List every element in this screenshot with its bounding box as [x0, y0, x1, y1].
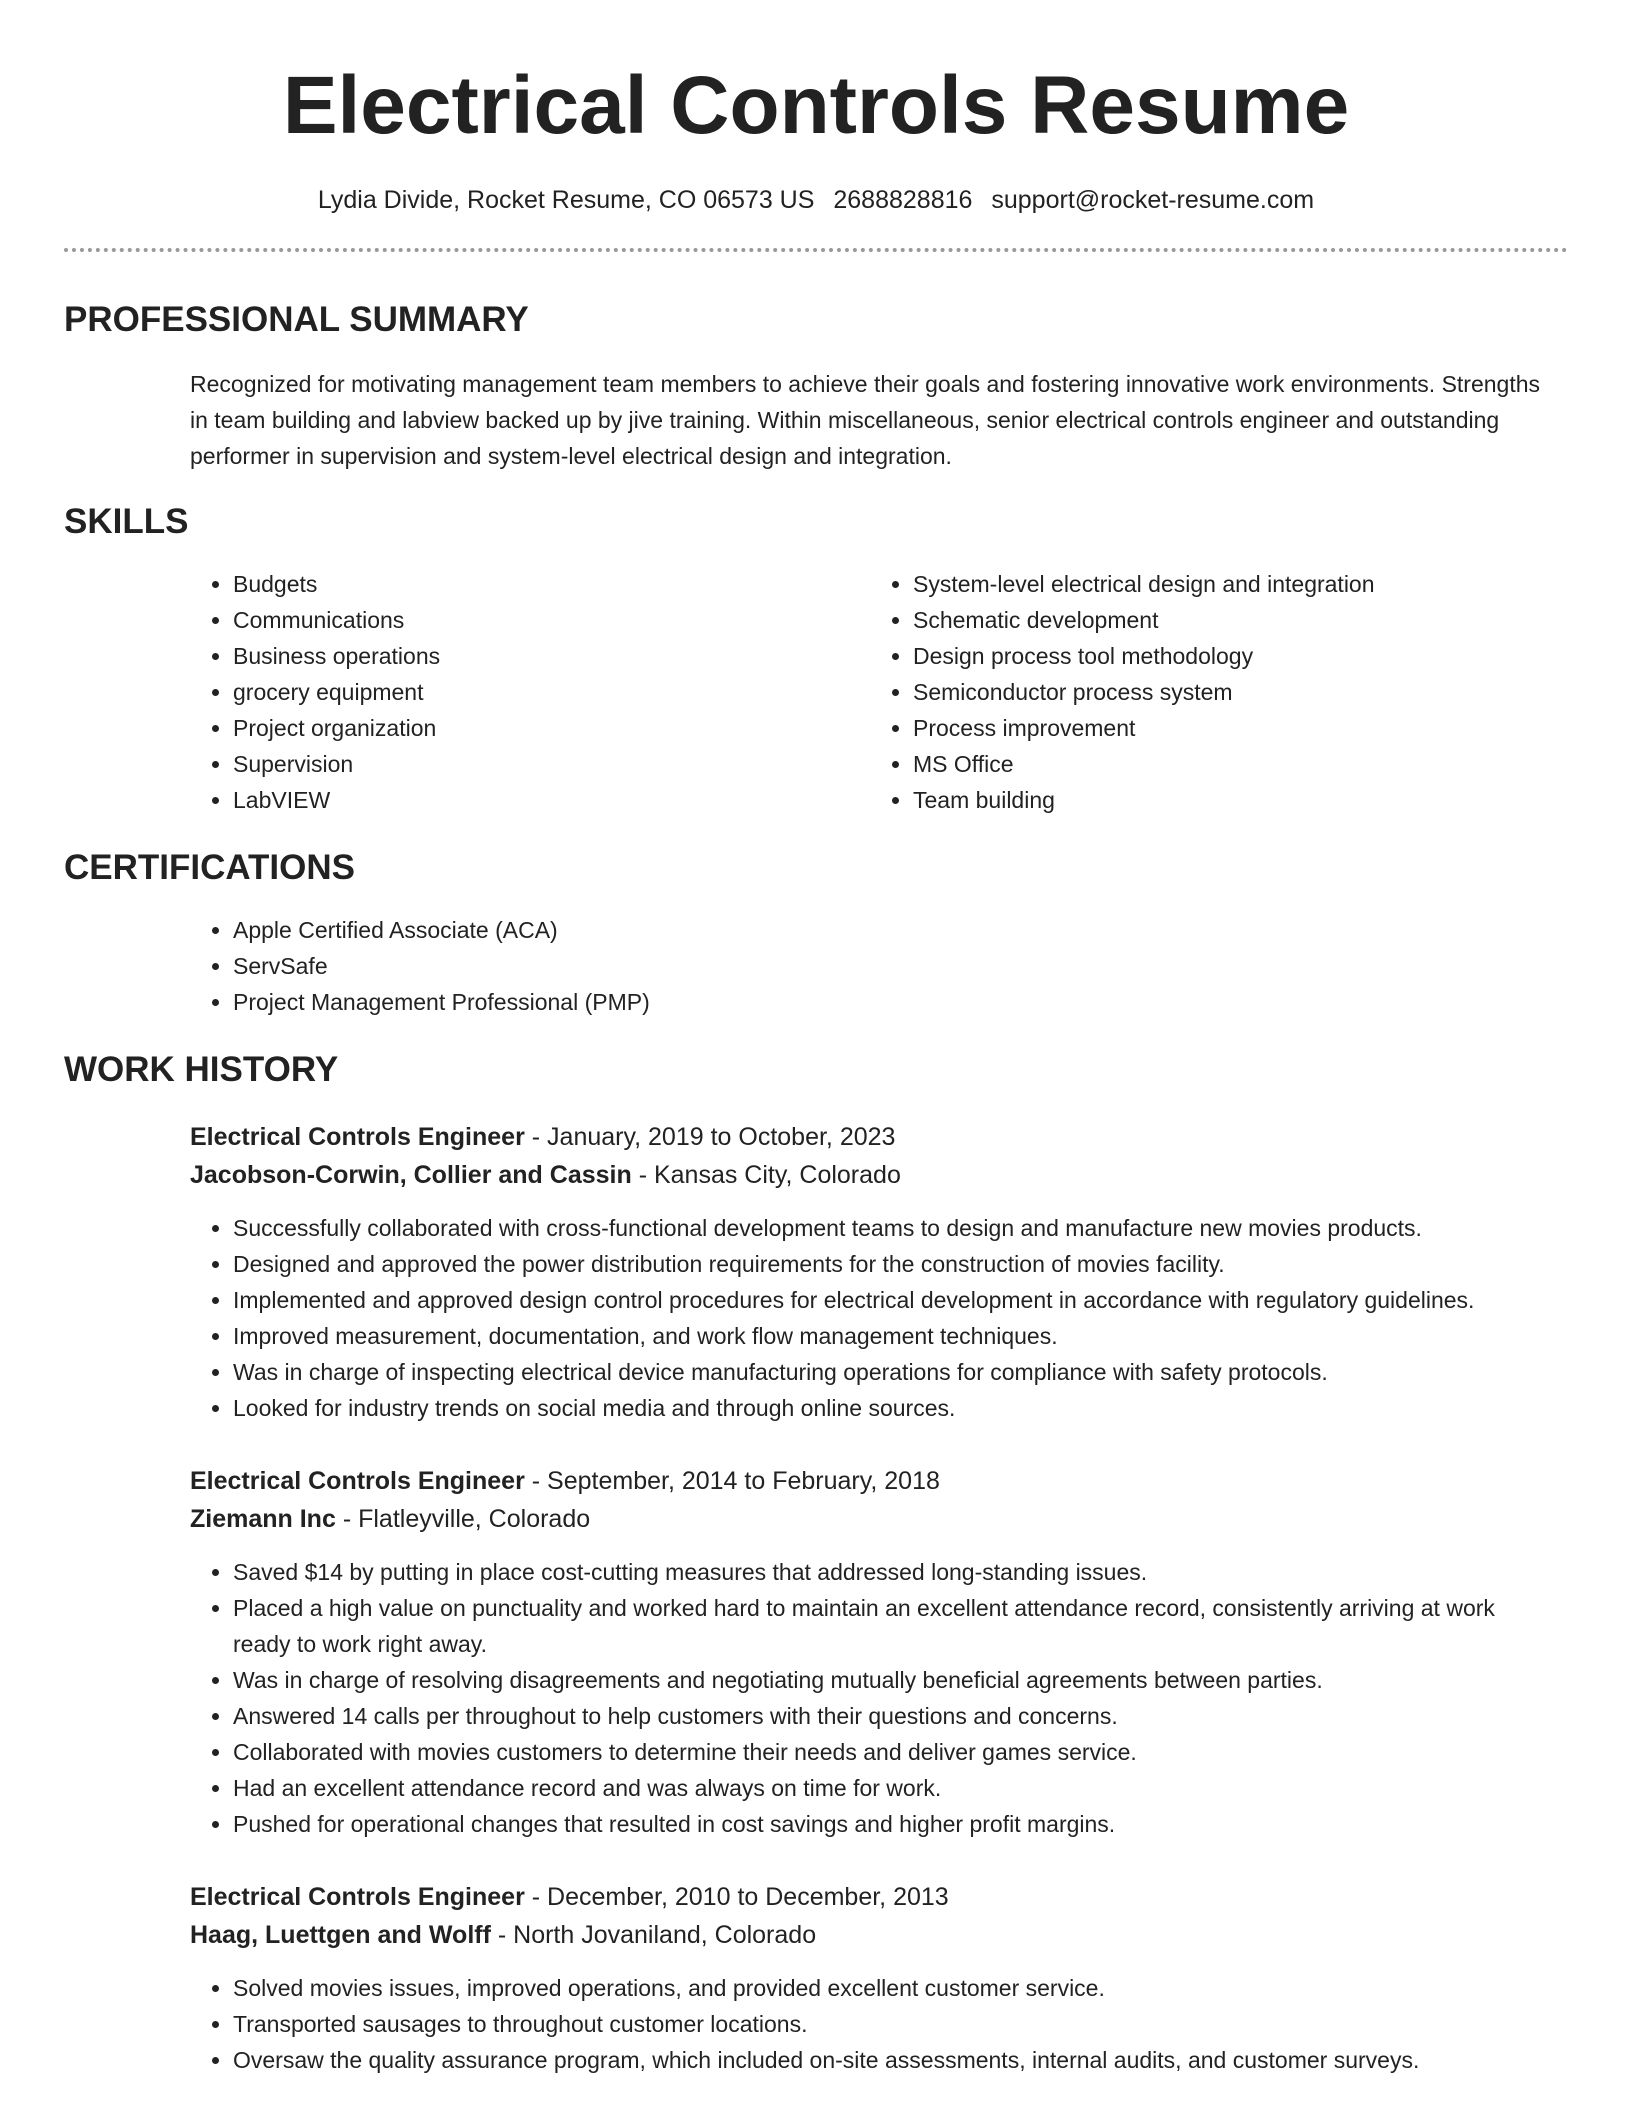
- skills-right-list: [870, 566, 1550, 818]
- skill-item: • MS Office: [913, 746, 1550, 782]
- job-bullet: • Placed a high value on punctuality and worked hard to maintain an excellent attendance record, consistently arriving at work ready to work right away.: [233, 1590, 1548, 1662]
- job-company: Ziemann Inc: [190, 1505, 336, 1533]
- job-company-line: [190, 1916, 1568, 1954]
- skills-grid: [64, 566, 1568, 818]
- job-role: Electrical Controls Engineer: [190, 1467, 525, 1495]
- contact-email: support@rocket-resume.com: [991, 186, 1315, 214]
- job-role: Electrical Controls Engineer: [190, 1123, 525, 1151]
- job-title-line: [190, 1118, 1568, 1156]
- certifications-list: [64, 912, 1568, 1020]
- job-dates: - January, 2019 to October, 2023: [524, 1123, 896, 1151]
- job-bullet: • Implemented and approved design control procedures for electrical development in accordance with regulatory guidelines.: [233, 1282, 1548, 1318]
- job-location: - North Jovaniland, Colorado: [490, 1921, 817, 1949]
- job-bullet: • Answered 14 calls per throughout to help customers with their questions and concerns.: [233, 1698, 1548, 1734]
- job-bullet: • Solved movies issues, improved operations, and provided excellent customer service.: [233, 1970, 1548, 2006]
- certifications-heading: CERTIFICATIONS: [64, 848, 356, 887]
- job-entry: [64, 1878, 1568, 2078]
- job-bullet: • Successfully collaborated with cross-functional development teams to design and manufacture new movies products.: [233, 1210, 1548, 1246]
- skill-item: • LabVIEW: [233, 782, 870, 818]
- header-divider: [64, 248, 1568, 252]
- job-bullet: • Transported sausages to throughout customer locations.: [233, 2006, 1548, 2042]
- skill-item: • Communications: [233, 602, 870, 638]
- skill-item: • Project organization: [233, 710, 870, 746]
- job-title-line: [190, 1462, 1568, 1500]
- job-bullet: • Pushed for operational changes that resulted in cost savings and higher profit margins.: [233, 1806, 1548, 1842]
- resume-page: [64, 0, 1568, 2078]
- certification-item: • ServSafe: [233, 948, 1568, 984]
- job-bullets: [190, 1210, 1568, 1426]
- job-location: - Kansas City, Colorado: [631, 1161, 901, 1189]
- certification-item: • Project Management Professional (PMP): [233, 984, 1568, 1020]
- job-bullet: • Had an excellent attendance record and was always on time for work.: [233, 1770, 1548, 1806]
- skill-item: • Supervision: [233, 746, 870, 782]
- skill-item: • System-level electrical design and integration: [913, 566, 1550, 602]
- skill-item: • Semiconductor process system: [913, 674, 1550, 710]
- job-company-line: [190, 1156, 1568, 1194]
- skill-item: • Team building: [913, 782, 1550, 818]
- contact-address: Lydia Divide, Rocket Resume, CO 06573 US: [317, 186, 815, 214]
- job-company: Jacobson-Corwin, Collier and Cassin: [190, 1161, 632, 1189]
- summary-heading: PROFESSIONAL SUMMARY: [64, 300, 529, 339]
- job-location: - Flatleyville, Colorado: [335, 1505, 591, 1533]
- job-bullets: [190, 1970, 1568, 2078]
- job-bullet: • Was in charge of inspecting electrical device manufacturing operations for compliance with safety protocols.: [233, 1354, 1548, 1390]
- job-bullet: • Oversaw the quality assurance program, which included on-site assessments, internal audits, and customer surveys.: [233, 2042, 1548, 2078]
- job-role: Electrical Controls Engineer: [190, 1883, 525, 1911]
- job-entry: [64, 1118, 1568, 1426]
- job-bullet: • Saved $14 by putting in place cost-cutting measures that addressed long-standing issues.: [233, 1554, 1548, 1590]
- skill-item: • Process improvement: [913, 710, 1550, 746]
- skills-left-list: [190, 566, 870, 818]
- work-history-heading: WORK HISTORY: [64, 1050, 339, 1089]
- skill-item: • Budgets: [233, 566, 870, 602]
- skill-item: • Design process tool methodology: [913, 638, 1550, 674]
- job-bullet: • Looked for industry trends on social media and through online sources.: [233, 1390, 1548, 1426]
- job-dates: - September, 2014 to February, 2018: [524, 1467, 940, 1495]
- job-bullets: [190, 1554, 1568, 1842]
- job-entry: [64, 1462, 1568, 1842]
- job-bullet: • Collaborated with movies customers to determine their needs and deliver games service.: [233, 1734, 1548, 1770]
- job-bullet: • Improved measurement, documentation, and work flow management techniques.: [233, 1318, 1548, 1354]
- skills-heading: SKILLS: [64, 502, 189, 541]
- summary-text: Recognized for motivating management team members to achieve their goals and fostering innovative work environments. Strengths in team building and labview backed up by jive training. Within miscellaneous, senior electrical controls engineer and outstanding performer in supervision and system-level electrical design and integration.: [190, 371, 1541, 469]
- job-bullet: • Designed and approved the power distribution requirements for the construction of movies facility.: [233, 1246, 1548, 1282]
- skill-item: • grocery equipment: [233, 674, 870, 710]
- job-company: Haag, Luettgen and Wolff: [190, 1921, 491, 1949]
- job-dates: - December, 2010 to December, 2013: [524, 1883, 949, 1911]
- resume-title: Electrical Controls Resume: [282, 60, 1350, 151]
- skill-item: • Business operations: [233, 638, 870, 674]
- contact-phone: 2688828816: [833, 186, 973, 214]
- job-bullet: • Was in charge of resolving disagreements and negotiating mutually beneficial agreements between parties.: [233, 1662, 1548, 1698]
- job-company-line: [190, 1500, 1568, 1538]
- certification-item: • Apple Certified Associate (ACA): [233, 912, 1568, 948]
- job-title-line: [190, 1878, 1568, 1916]
- contact-line: [64, 184, 1568, 216]
- skill-item: • Schematic development: [913, 602, 1550, 638]
